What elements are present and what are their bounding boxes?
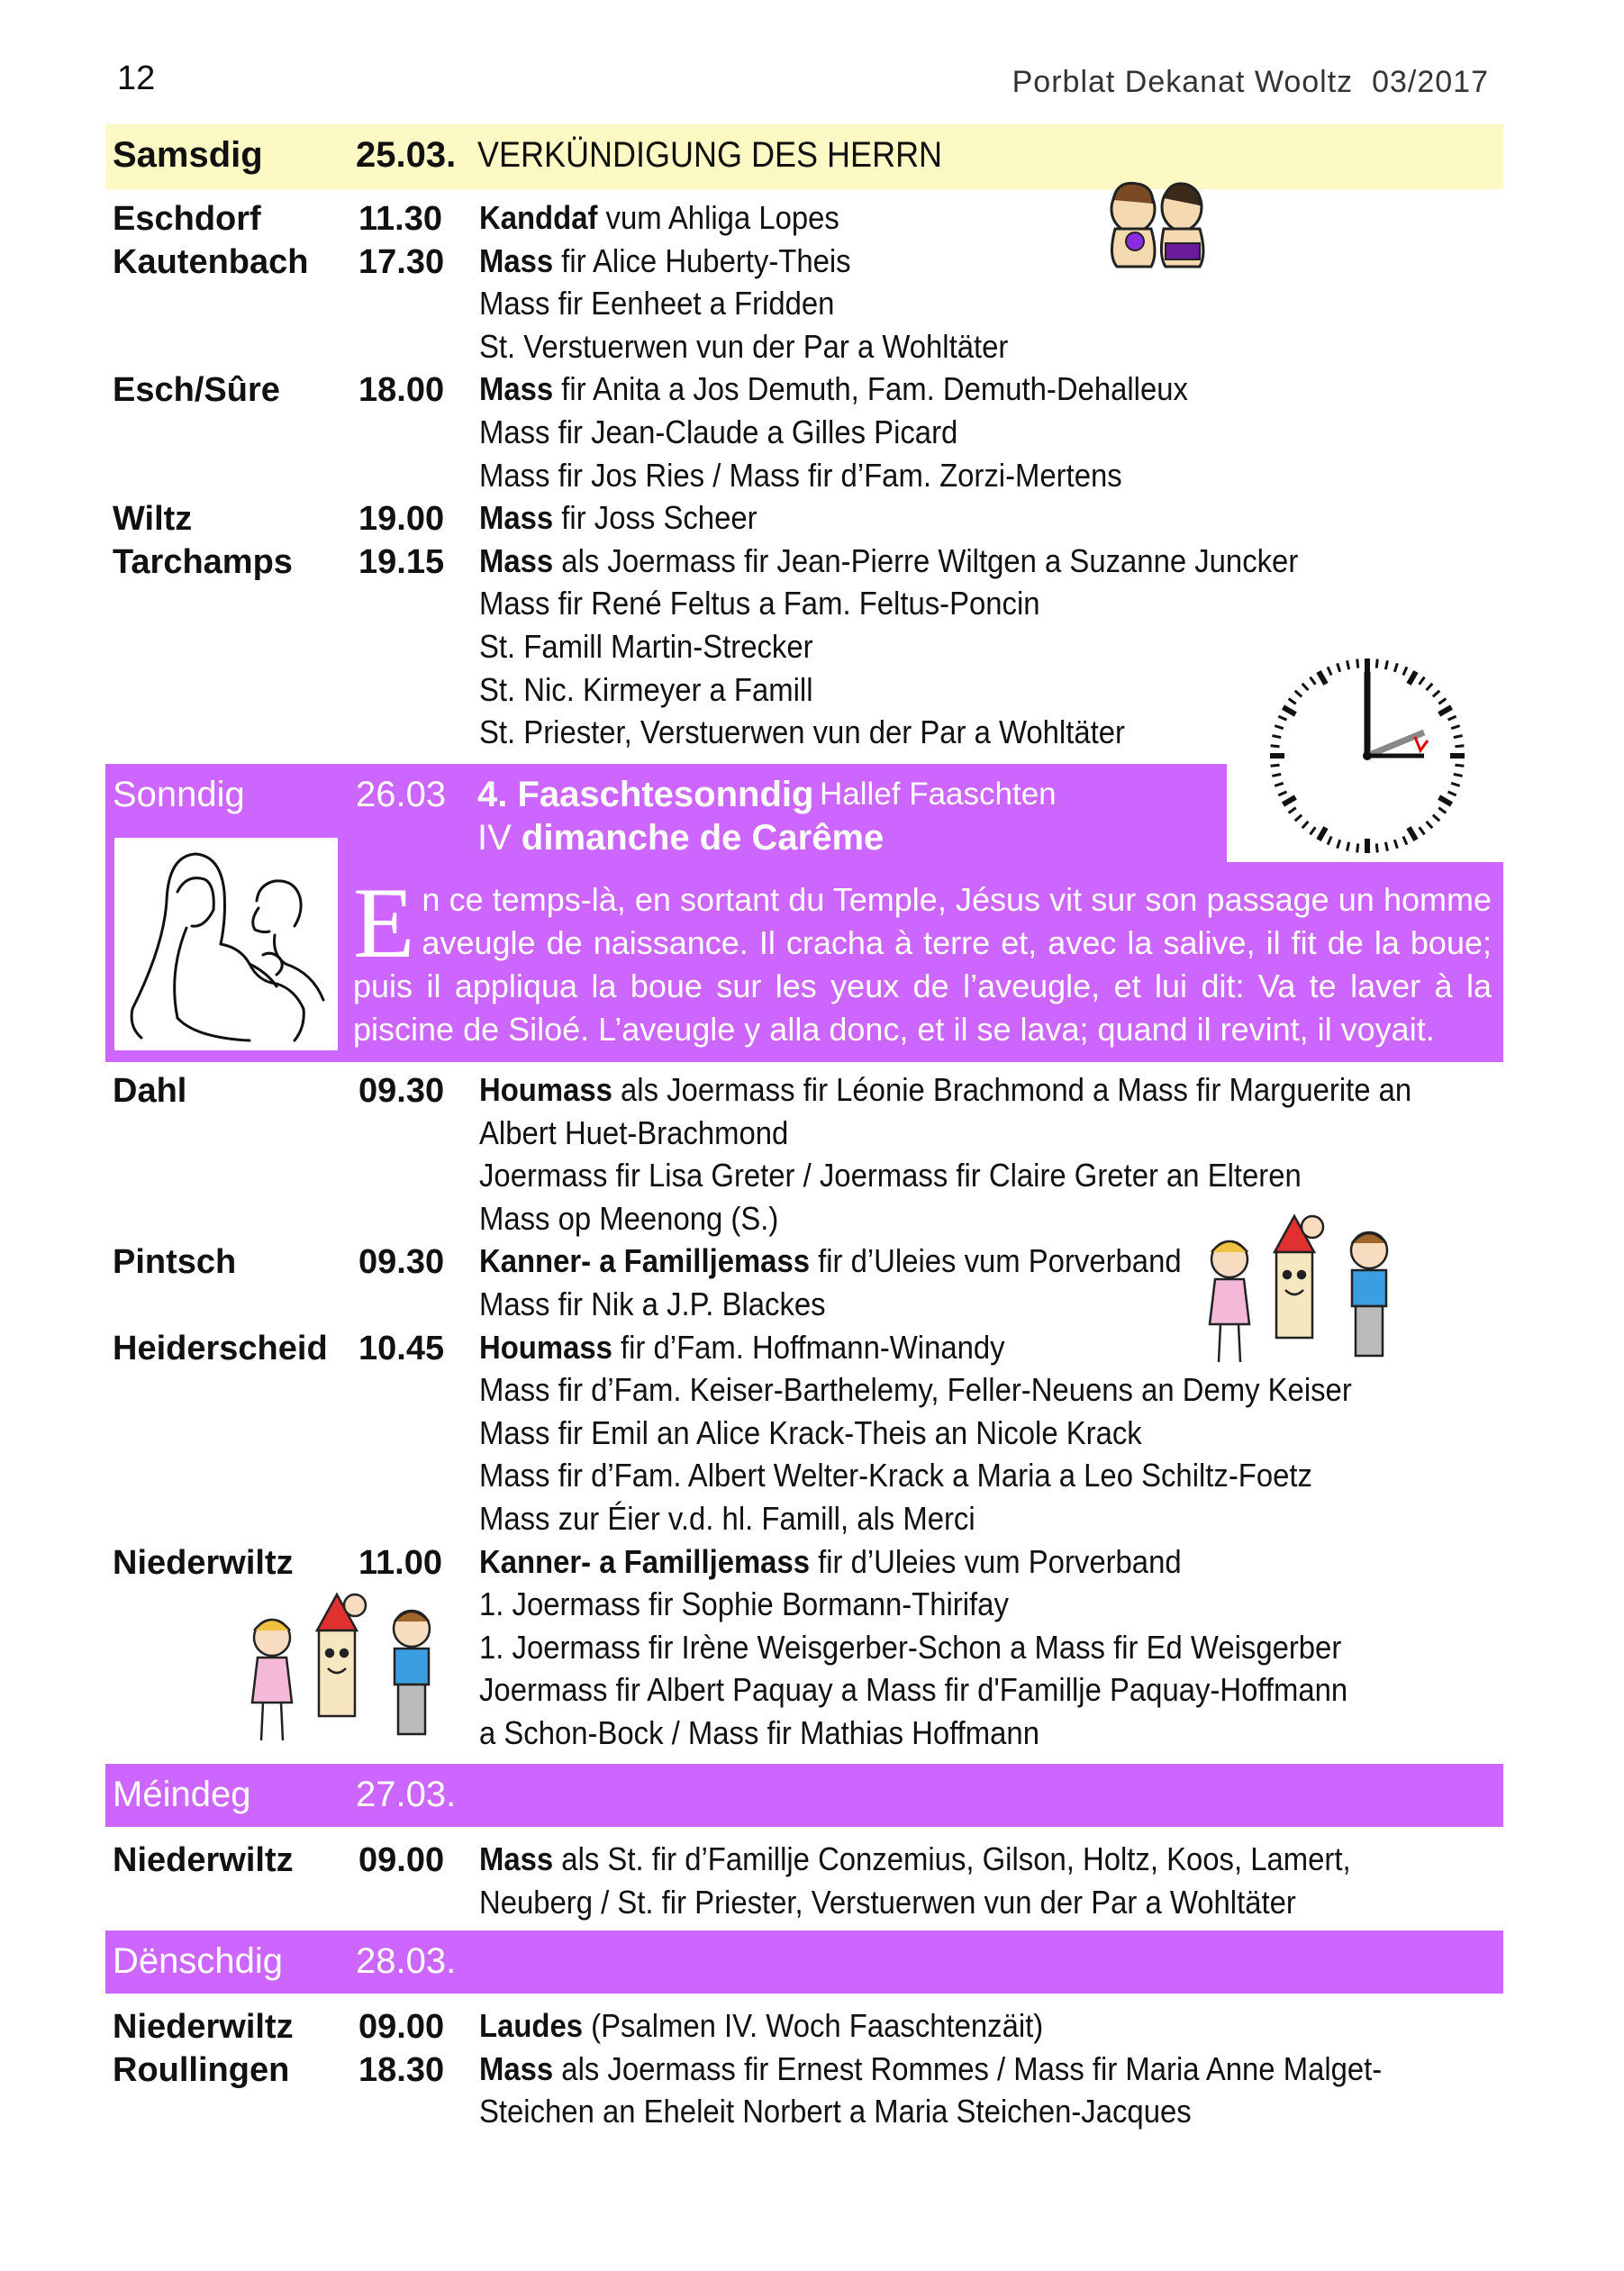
service-text: vum Ahliga Lopes — [597, 199, 839, 236]
service-type: Houmass — [479, 1328, 612, 1366]
place-name: Kautenbach — [113, 242, 309, 281]
service-time: 10.45 — [358, 1329, 445, 1367]
service-line — [479, 1540, 1182, 1584]
clock-tick — [1409, 828, 1416, 840]
service-type: Laudes — [479, 2007, 584, 2044]
clock-tick — [1454, 774, 1463, 776]
clock-tick — [1455, 765, 1464, 766]
service-text: Mass fir Nik a J.P. Blackes — [479, 1285, 826, 1322]
clock-tick — [1433, 815, 1439, 822]
service-line — [479, 325, 1008, 368]
day-name: Samsdig — [113, 135, 263, 175]
clock-tick — [1302, 684, 1309, 690]
children-church-illustration-icon-2 — [236, 1585, 452, 1757]
service-time: 09.00 — [358, 1841, 445, 1879]
service-line — [479, 711, 1125, 754]
service-line — [479, 411, 957, 454]
day-name: Dënschdig — [113, 1941, 284, 1981]
service-line — [479, 540, 1298, 583]
clock-tick — [1438, 699, 1446, 704]
service-line — [479, 1712, 1039, 1755]
service-text: Neuberg / St. fir Priester, Verstuerwen vun der Par a Wohltäter — [479, 1883, 1296, 1921]
place-name: Tarchamps — [113, 542, 293, 581]
service-line — [479, 496, 758, 540]
day-date: 25.03. — [356, 135, 457, 175]
clock-tick — [1302, 822, 1309, 828]
clock-tick — [1448, 792, 1456, 795]
service-text: a Schon-Bock / Mass fir Mathias Hoffmann — [479, 1714, 1039, 1751]
clock-tick — [1385, 660, 1387, 669]
service-line — [479, 1838, 1351, 1881]
service-time: 19.15 — [358, 542, 445, 581]
clock-tick — [1376, 843, 1377, 852]
service-line — [479, 1326, 1005, 1369]
clock-tick — [1319, 828, 1326, 840]
service-text: St. Nic. Kirmeyer a Famill — [479, 670, 813, 708]
service-line — [479, 1668, 1347, 1712]
service-text: Mass fir Jos Ries / Mass fir d’Fam. Zorzi-Mertens — [479, 456, 1122, 494]
clock-tick — [1420, 827, 1425, 834]
service-text: Mass fir Jean-Claude a Gilles Picard — [479, 413, 958, 450]
clock-tick — [1394, 840, 1397, 849]
sunday-title: 4. Faaschtesonndig — [477, 775, 814, 814]
gospel-illustration — [114, 838, 338, 1050]
clock-tick — [1451, 726, 1460, 729]
service-type: Houmass — [479, 1071, 612, 1108]
place-name: Wiltz — [113, 500, 193, 539]
clock-tick — [1439, 797, 1452, 804]
service-text: (Psalmen IV. Woch Faaschtenzäit) — [583, 2007, 1044, 2044]
clock-tick — [1451, 783, 1460, 786]
clock-tick — [1347, 660, 1349, 669]
place-name: Heiderscheid — [113, 1329, 328, 1367]
service-type: Kanddaf — [479, 199, 598, 236]
clock-tick — [1271, 746, 1280, 747]
place-name: Niederwiltz — [113, 1543, 294, 1582]
children-church-illustration-icon — [1193, 1207, 1410, 1378]
place-name: Niederwiltz — [113, 2008, 294, 2046]
service-line — [479, 1283, 826, 1326]
gospel-reference: Jn 9,1-41 — [1386, 1058, 1492, 1086]
service-line — [479, 454, 1122, 497]
service-line — [479, 2004, 1043, 2048]
service-type: Mass — [479, 499, 554, 537]
service-line — [479, 1454, 1312, 1497]
service-line — [479, 1154, 1302, 1197]
clock-tick — [1347, 842, 1349, 851]
service-text: Mass fir Eenheet a Fridden — [479, 285, 835, 322]
sunday-subtitle: Hallef Faaschten — [820, 777, 1057, 812]
service-line — [479, 282, 834, 325]
clock-tick — [1403, 667, 1407, 675]
clock-tick — [1278, 716, 1286, 720]
publication-issue: 03/2017 — [1372, 65, 1489, 99]
service-line — [479, 625, 813, 668]
service-text: St. Priester, Verstuerwen vun der Par a Wohltäter — [479, 713, 1125, 751]
clock-tick — [1385, 842, 1387, 851]
jesus-healing-icon — [114, 838, 338, 1050]
clock-tick — [1272, 736, 1281, 738]
clock-tick — [1295, 691, 1302, 697]
service-text: Mass fir d’Fam. Albert Welter-Krack a Maria a Leo Schiltz-Foetz — [479, 1457, 1312, 1494]
figures-illustration-icon — [1099, 173, 1216, 272]
service-time: 11.30 — [358, 200, 442, 238]
place-name: Roullingen — [113, 2050, 290, 2089]
service-type: Mass — [479, 1840, 554, 1877]
clock-tick — [1409, 671, 1416, 684]
service-type: Mass — [479, 241, 554, 279]
service-time: 18.30 — [358, 2050, 445, 2089]
service-type: Kanner- a Familljemass — [479, 1542, 810, 1580]
service-text: fir Anita a Jos Demuth, Fam. Demuth-Dehalleux — [553, 370, 1188, 408]
place-name: Niederwiltz — [113, 1841, 294, 1879]
clock-tick — [1420, 677, 1425, 685]
clock-tick — [1357, 659, 1358, 668]
service-text: 1. Joermass fir Irène Weisgerber-Schon a Mass fir Ed Weisgerber — [479, 1628, 1342, 1666]
service-time: 09.30 — [358, 1072, 445, 1110]
service-text: 1. Joermass fir Sophie Bormann-Thirifay — [479, 1585, 1009, 1623]
day-name: Sonndig — [113, 775, 245, 814]
service-text: fir d’Uleies vum Porverband — [809, 1542, 1182, 1580]
day-name: Méindeg — [113, 1775, 251, 1814]
clock-tick — [1433, 691, 1439, 697]
day-band-monday — [105, 1764, 1503, 1827]
clock-tick — [1328, 837, 1331, 845]
clock-tick — [1289, 808, 1296, 813]
service-line — [479, 1583, 1009, 1626]
service-line — [479, 1412, 1142, 1455]
clock-tick — [1295, 815, 1302, 822]
clock-tick — [1376, 659, 1377, 668]
service-text: als Joermass fir Ernest Rommes / Mass fir Maria Anne Malget- — [553, 2049, 1383, 2087]
publication-title: Porblat Dekanat Wooltz — [1012, 65, 1354, 99]
service-line — [479, 1240, 1182, 1283]
service-line — [479, 240, 851, 283]
day-band-tuesday — [105, 1930, 1503, 1994]
service-text: als Joermass fir Léonie Brachmond a Mass fir Marguerite an — [612, 1071, 1412, 1108]
service-line — [479, 196, 839, 240]
service-type: Mass — [479, 541, 554, 579]
clock-tick — [1427, 684, 1433, 690]
clock-tick — [1357, 843, 1358, 852]
service-text: Mass fir René Feltus a Fam. Feltus-Poncin — [479, 585, 1040, 622]
day-date: 26.03 — [356, 775, 447, 814]
service-line — [479, 1068, 1411, 1112]
gospel-text: n ce temps-là, en sortant du Temple, Jésus vit sur son passage un homme aveugle de naissance. Il cracha à terre et, avec la salive, il fit de la boue; puis il appliqua la boue sur les yeux de l’aveugle, et lui dit: Va te laver à la piscine de Siloé. L’aveugle y alla donc, et il se lava; quand il revint, il voyait. — [353, 881, 1492, 1048]
clock-tick — [1403, 837, 1407, 845]
clock-tick — [1271, 765, 1280, 766]
clock-tick — [1394, 663, 1397, 672]
clock-tick — [1439, 707, 1452, 714]
service-text: St. Verstuerwen vun der Par a Wohltäter — [479, 327, 1009, 365]
clock-tick — [1319, 671, 1326, 684]
page-number: 12 — [117, 59, 156, 97]
sunday-title-fr: IV dimanche de Carême — [477, 818, 885, 858]
place-name: Esch/Sûre — [113, 371, 280, 410]
service-text: fir Alice Huberty-Theis — [553, 241, 851, 279]
clock-tick — [1278, 792, 1286, 795]
clock-tick — [1448, 716, 1456, 720]
clock-tick — [1283, 707, 1295, 714]
service-time: 19.00 — [358, 500, 445, 539]
clock-tick — [1311, 677, 1316, 685]
gospel-initial: E — [353, 868, 415, 979]
service-text: St. Famill Martin-Strecker — [479, 628, 813, 665]
clock-tick — [1438, 808, 1446, 813]
service-text: fir Joss Scheer — [553, 499, 758, 537]
clock-tick — [1311, 827, 1316, 834]
clock-tick — [1283, 797, 1295, 804]
service-time: 09.30 — [358, 1243, 445, 1282]
clock-tick — [1275, 783, 1284, 786]
clock-tick — [1338, 663, 1340, 672]
clock-tick — [1275, 726, 1284, 729]
service-type: Mass — [479, 370, 554, 408]
service-line — [479, 1197, 778, 1240]
service-text: Mass fir Emil an Alice Krack-Theis an Nicole Krack — [479, 1413, 1142, 1451]
service-text: als Joermass fir Jean-Pierre Wiltgen a Suzanne Juncker — [553, 541, 1299, 579]
service-text: Albert Huet-Brachmond — [479, 1113, 789, 1151]
service-text: Mass fir d’Fam. Keiser-Barthelemy, Feller-Neuens an Demy Keiser — [479, 1371, 1352, 1409]
publication-header — [1012, 65, 1489, 100]
service-line — [479, 668, 813, 712]
feast-title: VERKÜNDIGUNG DES HERRN — [477, 135, 943, 175]
clock-icon — [1266, 654, 1469, 858]
service-time: 17.30 — [358, 242, 445, 281]
place-name: Pintsch — [113, 1243, 237, 1282]
place-name: Eschdorf — [113, 200, 261, 238]
service-text: Joermass fir Albert Paquay a Mass fir d'Famillje Paquay-Hoffmann — [479, 1671, 1348, 1709]
service-text: fir d’Fam. Hoffmann-Winandy — [612, 1328, 1005, 1366]
service-text: Mass op Meenong (S.) — [479, 1199, 779, 1237]
clock-tick — [1289, 699, 1296, 704]
place-name: Dahl — [113, 1072, 187, 1110]
service-text: Steichen an Eheleit Norbert a Maria Steichen-Jacques — [479, 2093, 1192, 2130]
clock-tick — [1272, 774, 1281, 776]
service-type: Kanner- a Familljemass — [479, 1242, 810, 1280]
service-line — [479, 1112, 788, 1155]
clock-tick — [1455, 746, 1464, 747]
service-line — [479, 1497, 975, 1540]
service-text: Joermass fir Lisa Greter / Joermass fir Claire Greter an Elteren — [479, 1157, 1302, 1195]
service-time: 18.00 — [358, 371, 445, 410]
day-date: 27.03. — [356, 1775, 457, 1814]
day-date: 28.03. — [356, 1941, 457, 1981]
service-line — [479, 582, 1040, 625]
service-text: Mass zur Éier v.d. hl. Famill, als Merci — [479, 1500, 975, 1537]
service-line — [479, 368, 1188, 411]
service-line — [479, 2090, 1192, 2133]
clock-tick — [1427, 822, 1433, 828]
service-line — [479, 1626, 1341, 1669]
service-text: als St. fir d’Famillje Conzemius, Gilson, Holtz, Koos, Lamert, — [553, 1840, 1351, 1877]
service-type: Mass — [479, 2049, 554, 2087]
service-line — [479, 2048, 1382, 2091]
service-time: 09.00 — [358, 2008, 445, 2046]
gospel-text-block — [353, 868, 1492, 1095]
clock-tick — [1454, 736, 1463, 738]
service-line — [479, 1881, 1296, 1924]
service-text: fir d’Uleies vum Porverband — [809, 1242, 1182, 1280]
clock-tick — [1338, 840, 1340, 849]
service-time: 11.00 — [358, 1543, 442, 1582]
clock-tick — [1328, 667, 1331, 675]
day-band-saturday — [105, 124, 1503, 189]
